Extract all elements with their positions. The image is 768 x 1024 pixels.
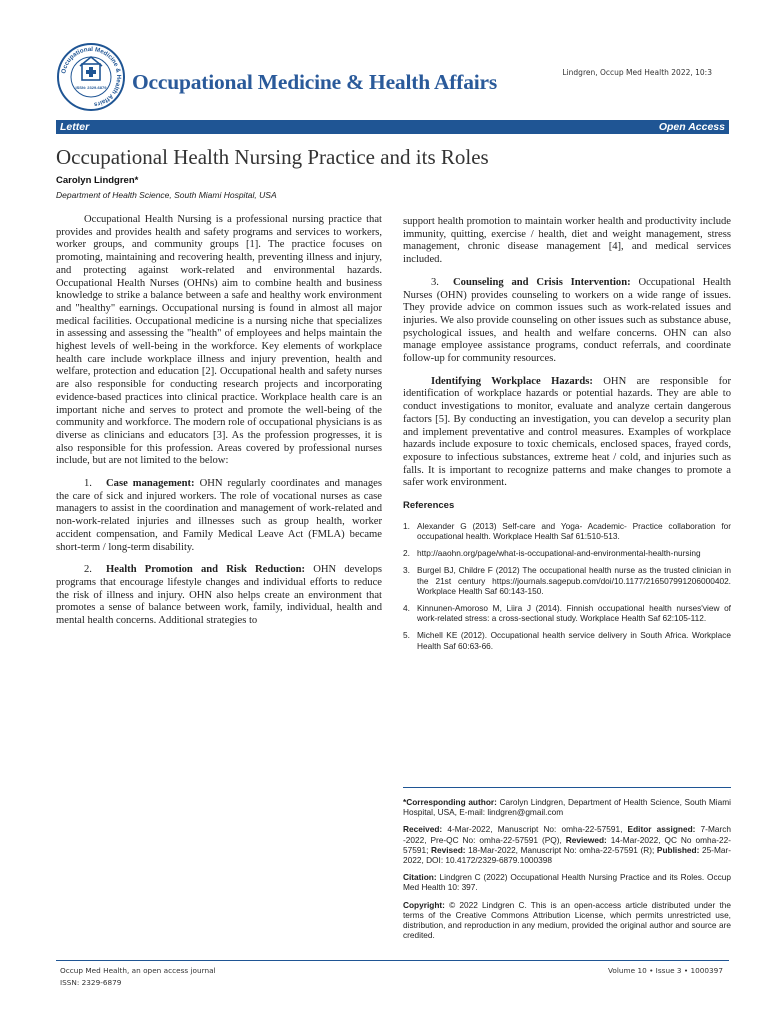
footer-divider: [56, 960, 729, 961]
editor-text: 7-March -2022, Pre-QC No: omha-22-57591 (PQ),: [403, 824, 731, 845]
reference-number: 3.: [403, 565, 410, 576]
list-heading: Health Promotion and Risk Reduction:: [106, 564, 306, 576]
hazards-text: OHN are responsible for identification of workplace hazards or potential hazards. They are able to conduct investigations to monitor, evaluate and analyze certain dangerous factors [5]. By conducting an investigation, you can develop a security plan and implement preventative and control measures. Examples of workplace hazards include exposure to toxic chemicals, enclosed spaces, frayed cords, exposure to infectious substances, extreme heat / cold, and injuries such as falls. It is important to recognize patterns and make changes to promote a safer work environment.: [403, 375, 731, 489]
published-text: 25-Mar-2022, DOI: 10.4172/2329-6879.1000398: [403, 844, 731, 866]
received-text: 4-Mar-2022, Manuscript No: omha-22-57591,: [442, 824, 628, 835]
health-promotion-continued: support health promotion to maintain worker health and productivity include immunity, quitting, exercise / health, diet and weight management, stress management, chronic disease management [4], and medical services included.: [403, 216, 731, 266]
reviewed-text: 14-Mar-2022, QC No omha-22-57591;: [403, 834, 731, 855]
header-citation: Lindgren, Occup Med Health 2022, 10:3: [562, 68, 712, 77]
hazards-paragraph: [403, 376, 731, 490]
reference-number: 4.: [403, 602, 410, 613]
journal-logo: [56, 42, 126, 112]
list-item-counseling: [403, 277, 731, 366]
article-author: Carolyn Lindgren*: [56, 175, 139, 186]
revised-text: 18-Mar-2022, Manuscript No: omha-22-57591 (R);: [465, 844, 657, 855]
list-number: 2.: [84, 564, 92, 576]
citation-text: Lindgren C (2022) Occupational Health Nursing Practice and its Roles. Occup Med Health 10: 397.: [403, 872, 731, 893]
list-text: Occupational Health Nurses (OHN) provides counseling to workers on a wide range of issues. They provide advice on common issues such as work-related issues and injuries. We also provide counseling on other issues such as substance abuse, psychological issues, and health and welfare concerns. OHN can also manage employee assistance programs, conduct referrals, and coordinate follow-up for community resources.: [403, 276, 731, 365]
reference-text: Michell KE (2012). Occupational health service delivery in South Africa. Workplace Health Saf 60:63-66.: [417, 630, 731, 651]
corr-text: Carolyn Lindgren, Department of Health Science, South Miami Hospital, USA, E-mail: lindgren@gmail.com: [403, 797, 731, 818]
author-affiliation: Department of Health Science, South Miami Hospital, USA: [56, 190, 277, 200]
body-column-left: [56, 214, 382, 638]
journal-title: Occupational Medicine & Health Affairs: [132, 70, 498, 94]
list-item-health-promotion: [56, 564, 382, 628]
reference-item: [403, 548, 731, 558]
intro-paragraph: Occupational Health Nursing is a professional nursing practice that provides and provides health and safety programs and services to workers, worker groups, and community groups [1]. The practice focuses on promoting, maintaining and recovering health, preventing illness and injury, and protecting against work-related and environmental hazards. Occupational Health Nurses (OHNs) aim to combine health and business knowledge to strike a balance between a safe and healthy work environment and "healthy" earnings. Occupational nursing is found in almost all major medical facilities. Occupational medicine is a nursing niche that specializes in assessing and assessing the "health" of employees and helps maintain the highest levels of well-being in the workforce. Key elements of workplace health care include workplace illness and injury prevention, health and welfare, protection and education [2]. Occupational health and safety nurses are also responsible for conducting research projects and incorporating evidence-based practices into clinical practice. Workplace health care is an important niche and serves to protect and promote the well-being of the community and workforce. The modern role of occupational physicians is as diverse as clinicians and educators [3]. As the profession progresses, it is also responsible for this profession. Areas covered by professional nurses include, but are not limited to the below:: [56, 214, 382, 467]
list-number: 1.: [84, 478, 92, 490]
reference-text: Burgel BJ, Childre F (2012) The occupational health nurse as the trusted clinician in the 21st century https://journals.sagepub.com/doi/10.1177/216507991206000402. Workplace Health Saf 60:143-150.: [417, 565, 731, 596]
body-column-right: [403, 216, 731, 658]
copyright-note: [403, 900, 731, 941]
references-list: [403, 521, 731, 651]
article-title: Occupational Health Nursing Practice and its Roles: [56, 145, 489, 169]
list-item-case-management: [56, 478, 382, 554]
article-type-bar: [56, 120, 729, 134]
reference-link[interactable]: http://aaohn.org/page/what-is-occupational-and-environmental-health-nursing: [417, 548, 701, 559]
footer-issn: ISSN: 2329-6879: [60, 978, 122, 987]
footer-journal: Occup Med Health, an open access journal: [60, 966, 216, 975]
corresponding-author: [403, 797, 731, 817]
list-heading: Case management:: [106, 478, 195, 490]
reference-text: Alexander G (2013) Self-care and Yoga- Academic- Practice collaboration for occupational health. Workplace Health Saf 61:510-513.: [417, 520, 731, 541]
article-history: [403, 824, 731, 865]
list-heading: Counseling and Crisis Intervention:: [453, 276, 631, 288]
corr-label: *Corresponding author:: [403, 797, 497, 807]
copyright-label: Copyright:: [403, 899, 445, 910]
footer-volume: Volume 10 • Issue 3 • 1000397: [608, 966, 723, 975]
list-number: 3.: [431, 276, 439, 288]
reference-item: [403, 565, 731, 596]
editor-label: Editor assigned:: [627, 824, 696, 835]
article-type-label: Letter: [60, 121, 90, 133]
citation-note: [403, 872, 731, 892]
hazards-heading: Identifying Workplace Hazards:: [431, 375, 593, 387]
published-label: Published:: [656, 844, 700, 855]
reviewed-label: Reviewed:: [565, 834, 607, 845]
citation-label: Citation:: [403, 872, 437, 883]
list-text: OHN develops programs that encourage lifestyle changes and individual efforts to reduce the risk of illness and injury. OHN also helps create an environment that promotes a sense of balance between work, family, individual, health and mental health concerns. Additional strategies to: [56, 564, 382, 627]
logo-issn: ISSN: 2329-6879: [75, 85, 107, 90]
reference-number: 1.: [403, 520, 410, 531]
revised-label: Revised:: [430, 844, 466, 855]
references-heading: References: [403, 500, 455, 512]
reference-item: [403, 603, 731, 623]
received-label: Received:: [403, 824, 443, 835]
reference-item: [403, 630, 731, 650]
reference-number: 5.: [403, 630, 410, 641]
correspondence-divider: [403, 787, 731, 788]
copyright-text: © 2022 Lindgren C. This is an open-access article distributed under the terms of the Creative Commons Attribution License, which permits unrestricted use, distribution, and reproduction in any medium, provided the original author and source are credited.: [403, 899, 731, 941]
reference-number: 2.: [403, 548, 410, 559]
reference-item: [403, 521, 731, 541]
reference-text: Kinnunen-Amoroso M, Liira J (2014). Finnish occupational health nurses'view of work-related stress: a cross-sectional study. Workplace Health Saf 62:105-112.: [417, 602, 731, 624]
correspondence-box: [403, 797, 731, 947]
logo-ring-text: Occupational Medicine & Health Affairs: [60, 45, 123, 108]
list-text: OHN regularly coordinates and manages the care of sick and injured workers. The role of vocational nurses as case managers to assist in the coordination and management of work-related and non-work-related injuries and illnesses such as group health, worker accident compensation, and Family Medical Leave Act (FMLA) became short-term / long-term disability.: [56, 478, 382, 553]
open-access-label: Open Access: [658, 121, 725, 133]
